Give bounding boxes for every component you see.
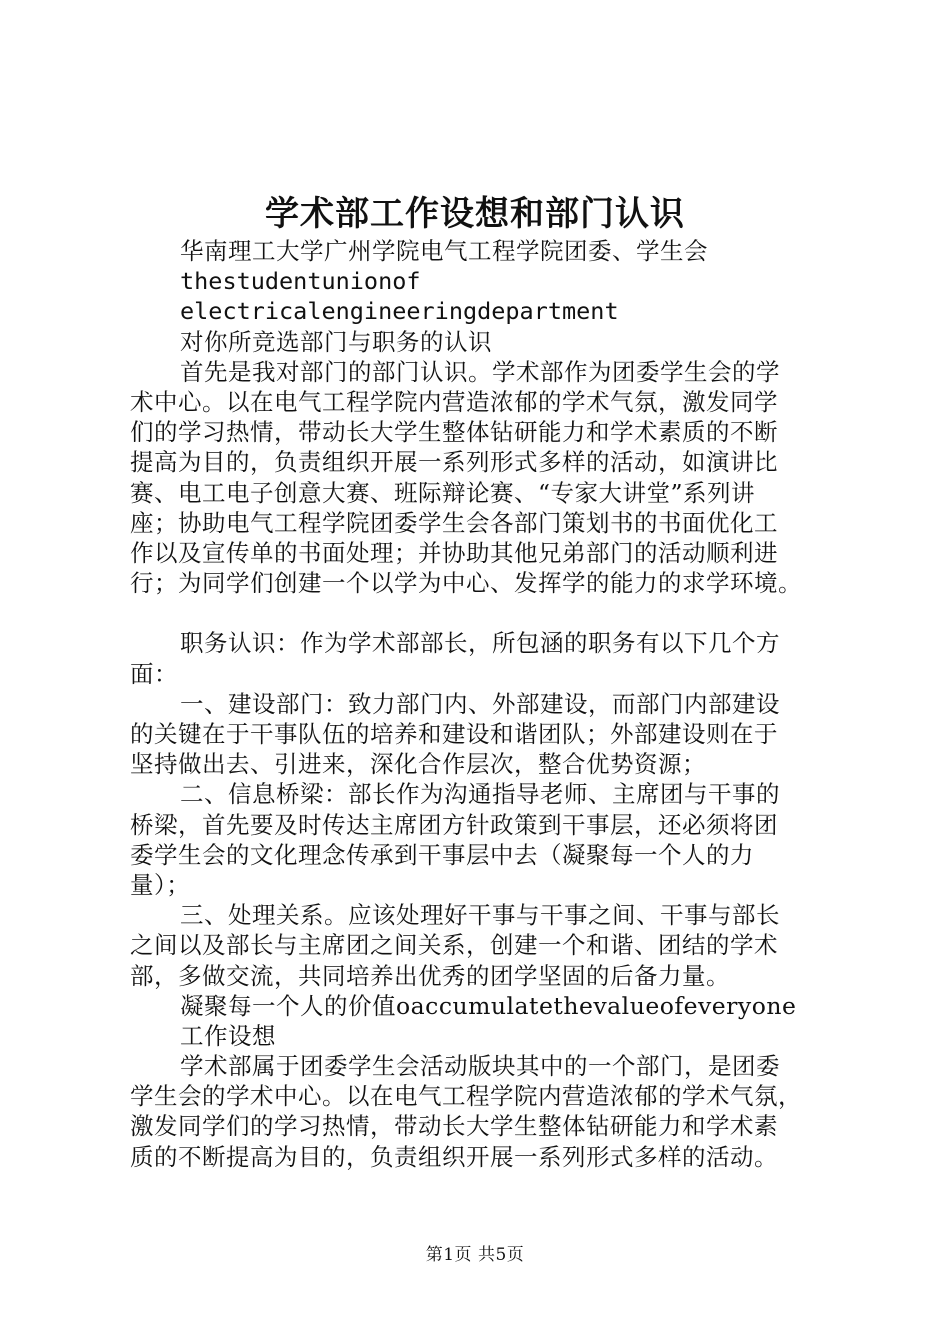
text-line: 首先是我对部门的部门认识。学术部作为团委学生会的学	[180, 357, 780, 386]
text-line: 作以及宣传单的书面处理；并协助其他兄弟部门的活动顺利进	[130, 538, 778, 567]
text-line: 工作设想	[180, 1021, 276, 1050]
text-line: 学术部属于团委学生会活动版块其中的一个部门，是团委	[180, 1052, 780, 1081]
text-line: 三、处理关系。应该处理好干事与干事之间、干事与部长	[180, 901, 780, 930]
text-line: 对你所竞选部门与职务的认识	[180, 327, 492, 356]
text-line: 质的不断提高为目的，负责组织开展一系列形式多样的活动。	[130, 1142, 778, 1171]
document-body	[130, 236, 850, 1172]
text-line: 职务认识：作为学术部部长，所包涵的职务有以下几个方	[180, 629, 780, 658]
text-line: 量）；	[130, 870, 191, 899]
text-line: thestudentunionof	[180, 267, 421, 296]
text-line: 坚持做出去、引进来，深化合作层次，整合优势资源；	[130, 750, 706, 779]
text-line: 们的学习热情，带动长大学生整体钻研能力和学术素质的不断	[130, 418, 778, 447]
text-line: 提高为目的，负责组织开展一系列形式多样的活动，如演讲比	[130, 448, 778, 477]
text-line: 赛、电工电子创意大赛、班际辩论赛、“专家大讲堂”系列讲	[130, 478, 756, 507]
text-line: 行；为同学们创建一个以学为中心、发挥学的能力的求学环境。	[130, 569, 802, 598]
blank-line	[130, 598, 850, 628]
text-line: 部，多做交流，共同培养出优秀的团学坚固的后备力量。	[130, 961, 730, 990]
text-line: 桥梁，首先要及时传达主席团方针政策到干事层，还必须将团	[130, 810, 778, 839]
text-line: 术中心。以在电气工程学院内营造浓郁的学术气氛，激发同学	[130, 387, 778, 416]
document-title: 学术部工作设想和部门认识	[265, 194, 685, 234]
page-footer: 第1页 共5页	[425, 1245, 525, 1265]
text-line: 凝聚每一个人的价值oaccumulatethevalueofeveryone	[180, 991, 797, 1020]
text-line: 学生会的学术中心。以在电气工程学院内营造浓郁的学术气氛，	[130, 1082, 802, 1111]
text-line: 华南理工大学广州学院电气工程学院团委、学生会	[180, 237, 708, 265]
text-line: 之间以及部长与主席团之间关系，创建一个和谐、团结的学术	[130, 931, 778, 960]
text-line: electricalengineeringdepartment	[180, 297, 619, 326]
text-line: 一、建设部门：致力部门内、外部建设，而部门内部建设	[180, 689, 780, 718]
text-line: 的关键在于干事队伍的培养和建设和谐团队；外部建设则在于	[130, 720, 778, 748]
text-line: 二、信息桥梁：部长作为沟通指导老师、主席团与干事的	[180, 780, 780, 809]
text-line: 座；协助电气工程学院团委学生会各部门策划书的书面优化工	[130, 508, 778, 537]
text-line: 面：	[130, 659, 178, 688]
text-line: 委学生会的文化理念传承到干事层中去（凝聚每一个人的力	[130, 840, 754, 869]
text-line: 激发同学们的学习热情，带动长大学生整体钻研能力和学术素	[130, 1112, 778, 1141]
